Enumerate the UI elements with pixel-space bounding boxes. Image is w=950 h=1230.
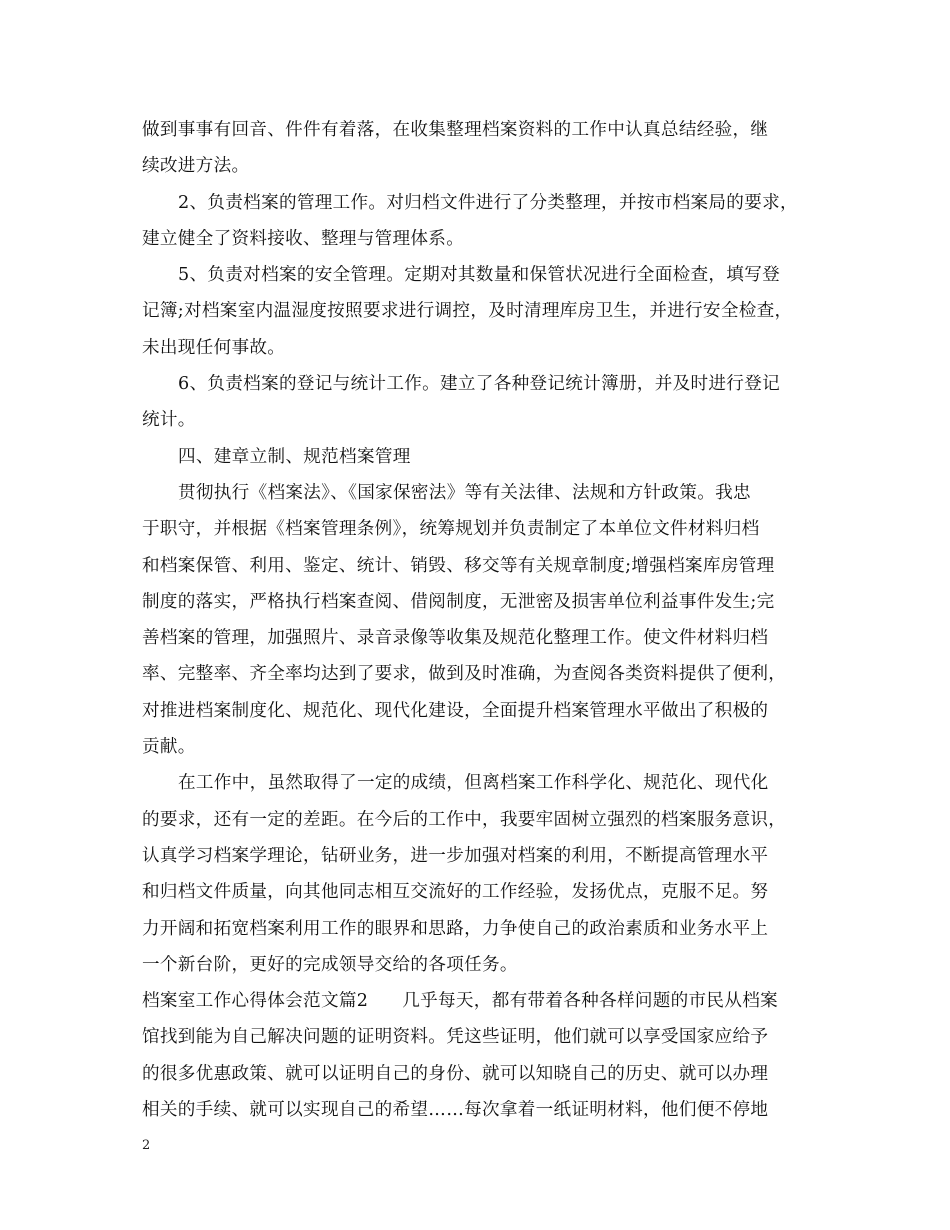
text-line: 一个新台阶，更好的完成领导交给的各项任务。 [142,954,518,975]
paragraph-p-intro-cont [142,112,812,185]
text-line: 善档案的管理，加强照片、录音录像等收集及规范化整理工作。使文件材料归档 [142,628,769,649]
text-line: 和档案保管、利用、鉴定、统计、销毁、移交等有关规章制度;增强档案库房管理 [142,555,775,576]
text-line: 相关的手续、就可以实现自己的希望……每次拿着一纸证明材料，他们便不停地 [142,1100,769,1121]
paragraph-p-conclusion [142,765,812,983]
article-2-first-line [142,983,812,1019]
text-line: 对推进档案制度化、规范化、现代化建设，全面提升档案管理水平做出了积极的 [142,700,769,721]
text-line: 认真学习档案学理论，钻研业务，进一步加强对档案的利用，不断提高管理水平 [142,845,769,866]
text-line: 做到事事有回音、件件有着落，在收集整理档案资料的工作中认真总结经验，继 [142,120,769,140]
article-2-lines [142,1019,812,1128]
document-body [142,112,812,1128]
paragraph-p-section-4-body [142,475,812,765]
text-line: 四、建章立制、规范档案管理 [178,446,411,467]
text-line: 于职守，并根据《档案管理条例》，统筹规划并负责制定了本单位文件材料归档 [142,519,760,540]
text-line: 统计。 [142,410,196,431]
text-line: 贡献。 [142,737,196,758]
paragraph-list [142,112,812,983]
text-line: 建立健全了资料接收、整理与管理体系。 [142,228,465,249]
paragraph-p-item-5 [142,257,812,366]
text-line: 馆找到能为自己解决问题的证明资料。凭这些证明，他们就可以享受国家应给予 [142,1027,769,1048]
text-line: 贯彻执行《档案法》、《国家保密法》等有关法律、法规和方针政策。我忠 [178,482,751,503]
text-line: 的很多优惠政策、就可以证明自己的身份、就可以知晓自己的历史、就可以办理 [142,1063,769,1084]
text-line: 续改进方法。 [142,156,250,177]
text-line: 记簿;对档案室内温湿度按照要求进行调控，及时清理库房卫生，并进行安全检查， [142,301,793,322]
text-line: 5、负责对档案的安全管理。定期对其数量和保管状况进行全面检查，填写登 [178,265,780,286]
article-2-lead-text: 几乎每天，都有带着各种各样问题的市民从档案 [402,991,779,1012]
text-line: 6、负责档案的登记与统计工作。建立了各种登记统计簿册，并及时进行登记 [178,374,780,395]
text-line: 在工作中，虽然取得了一定的成绩，但离档案工作科学化、规范化、现代化 [178,773,769,794]
text-line: 制度的落实，严格执行档案查阅、借阅制度，无泄密及损害单位利益事件发生;完 [142,591,775,612]
paragraph-p-item-6 [142,366,812,439]
page-number: 2 [142,1138,151,1153]
text-line: 率、完整率、齐全率均达到了要求，做到及时准确，为查阅各类资料提供了便利， [142,664,787,685]
paragraph-p-section-4 [142,439,812,475]
text-line: 力开阔和拓宽档案利用工作的眼界和思路，力争使自己的政治素质和业务水平上 [142,918,769,939]
paragraph-p-item-2 [142,185,812,258]
text-line: 的要求，还有一定的差距。在今后的工作中，我要牢固树立强烈的档案服务意识， [142,809,787,830]
text-line: 未出现任何事故。 [142,337,286,358]
article-2-title: 档案室工作心得体会范文篇2 [142,991,369,1012]
article-2-paragraph [142,983,812,1128]
text-line: 2、负责档案的管理工作。对归档文件进行了分类整理，并按市档案局的要求， [178,192,798,213]
text-line: 和归档文件质量，向其他同志相互交流好的工作经验，发扬优点，克服不足。努 [142,882,769,903]
